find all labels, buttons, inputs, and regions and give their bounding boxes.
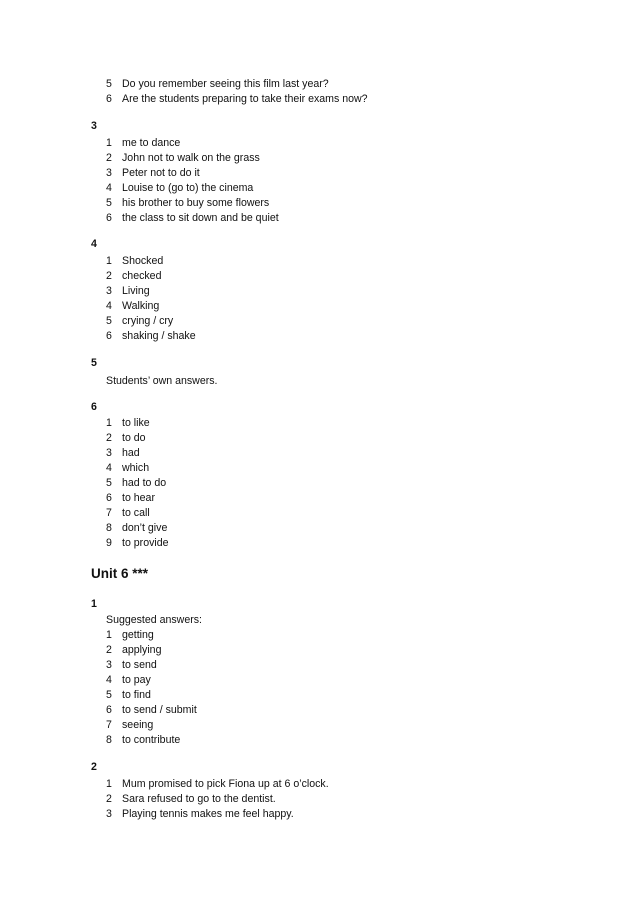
item-number: 2 [106, 644, 112, 656]
exercise-label: 6 [91, 401, 97, 413]
item-number: 5 [106, 477, 112, 489]
item-number: 3 [106, 447, 112, 459]
item-text: to call [122, 507, 150, 519]
item-text: Peter not to do it [122, 167, 200, 179]
item-number: 2 [106, 152, 112, 164]
item-text: Playing tennis makes me feel happy. [122, 808, 294, 820]
item-number: 7 [106, 719, 112, 731]
item-number: 1 [106, 629, 112, 641]
item-number: 2 [106, 270, 112, 282]
unit-heading: Unit 6 *** [91, 566, 149, 581]
item-number: 8 [106, 522, 112, 534]
item-number: 5 [106, 78, 112, 90]
exercise-label: 5 [91, 357, 97, 369]
item-number: 6 [106, 704, 112, 716]
item-text: to like [122, 417, 150, 429]
item-number: 6 [106, 93, 112, 105]
item-text: Louise to (go to) the cinema [122, 182, 254, 194]
item-number: 5 [106, 315, 112, 327]
item-number: 4 [106, 182, 112, 194]
item-text: to provide [122, 537, 169, 549]
item-text: me to dance [122, 137, 181, 149]
item-text: Living [122, 285, 150, 297]
item-text: seeing [122, 719, 154, 731]
item-text: to pay [122, 674, 151, 686]
exercise-label: 1 [91, 598, 97, 610]
exercise-label: 3 [91, 120, 97, 132]
item-text: getting [122, 629, 154, 641]
item-number: 1 [106, 778, 112, 790]
item-number: 3 [106, 659, 112, 671]
item-number: 1 [106, 417, 112, 429]
item-text: Sara refused to go to the dentist. [122, 793, 276, 805]
item-text: to find [122, 689, 151, 701]
item-number: 6 [106, 212, 112, 224]
item-text: had to do [122, 477, 167, 489]
item-number: 3 [106, 808, 112, 820]
item-number: 2 [106, 432, 112, 444]
item-text: which [122, 462, 150, 474]
item-number: 9 [106, 537, 112, 549]
item-text: to send [122, 659, 157, 671]
item-text: to hear [122, 492, 155, 504]
item-text: Are the students preparing to take their exams now? [122, 93, 368, 105]
item-number: 8 [106, 734, 112, 746]
item-number: 4 [106, 674, 112, 686]
item-number: 6 [106, 330, 112, 342]
item-number: 4 [106, 300, 112, 312]
exercise-intro: Suggested answers: [106, 614, 202, 626]
item-number: 4 [106, 462, 112, 474]
item-number: 5 [106, 689, 112, 701]
item-text: to send / submit [122, 704, 197, 716]
item-number: 6 [106, 492, 112, 504]
item-text: Do you remember seeing this film last year? [122, 78, 329, 90]
item-number: 1 [106, 137, 112, 149]
item-number: 2 [106, 793, 112, 805]
item-text: to do [122, 432, 146, 444]
item-text: had [122, 447, 140, 459]
item-text: checked [122, 270, 162, 282]
item-text: Walking [122, 300, 160, 312]
item-number: 3 [106, 285, 112, 297]
item-text: the class to sit down and be quiet [122, 212, 279, 224]
item-text: Shocked [122, 255, 164, 267]
exercise-label: 2 [91, 761, 97, 773]
item-text: applying [122, 644, 162, 656]
item-number: 3 [106, 167, 112, 179]
exercise-label: 4 [91, 238, 97, 250]
item-number: 1 [106, 255, 112, 267]
item-text: John not to walk on the grass [122, 152, 260, 164]
item-number: 7 [106, 507, 112, 519]
item-text: Mum promised to pick Fiona up at 6 o’clock. [122, 778, 329, 790]
item-text: his brother to buy some flowers [122, 197, 270, 209]
item-number: 5 [106, 197, 112, 209]
item-text: don’t give [122, 522, 168, 534]
item-text: shaking / shake [122, 330, 196, 342]
item-text: to contribute [122, 734, 181, 746]
item-text: crying / cry [122, 315, 174, 327]
exercise-text: Students’ own answers. [106, 375, 218, 387]
